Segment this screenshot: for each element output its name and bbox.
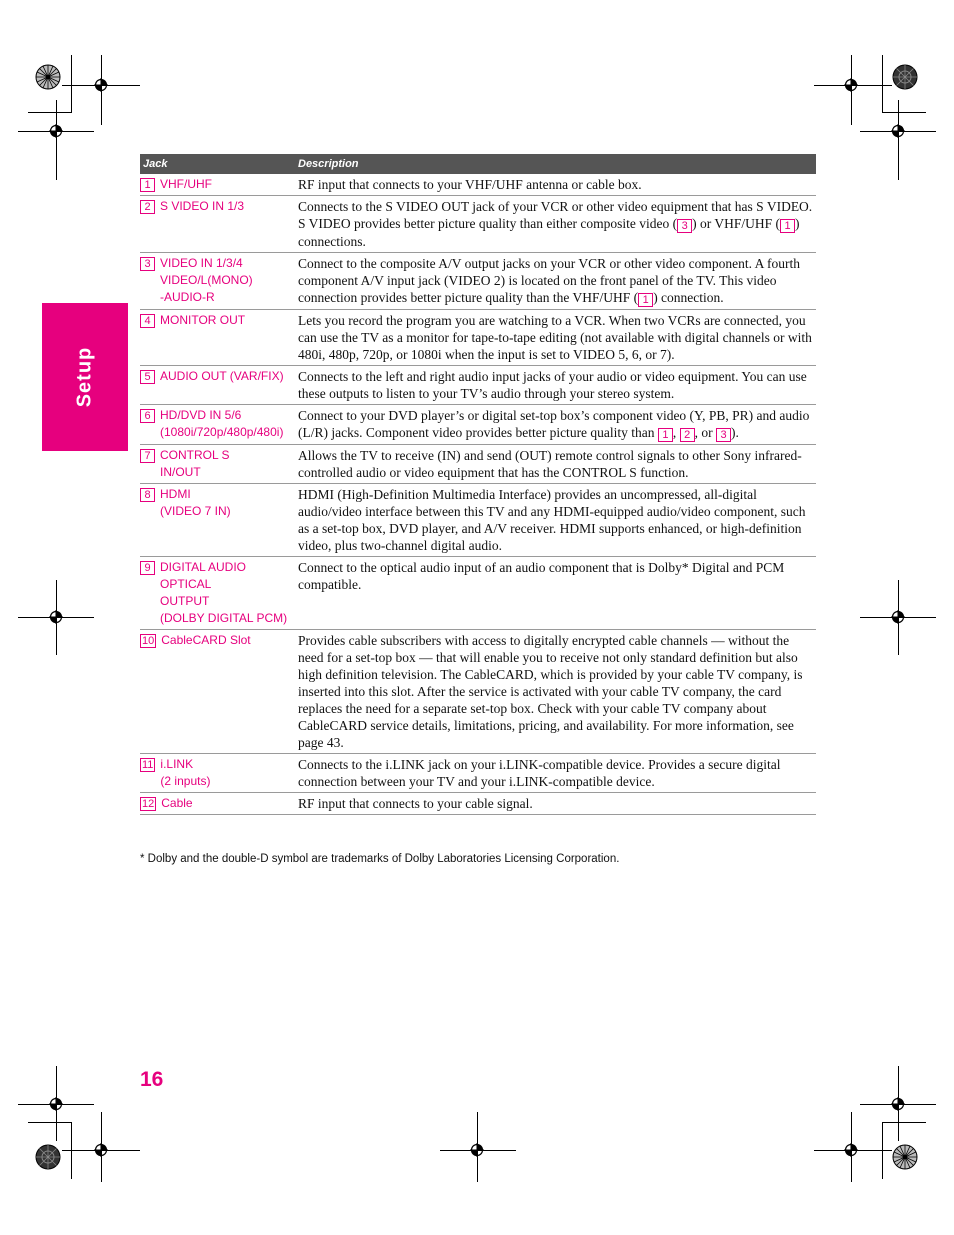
registration-crosshair-icon (891, 1097, 905, 1111)
description-text: ) connections. (298, 216, 800, 249)
color-rosette-icon (892, 64, 918, 90)
jack-cell (140, 407, 298, 442)
jack-cell (140, 176, 298, 193)
color-rosette-icon (35, 1144, 61, 1170)
description-cell (298, 447, 816, 481)
registration-crosshair-icon (94, 1143, 108, 1157)
description-cell (298, 756, 816, 790)
jack-name: CableCARD Slot (161, 633, 251, 647)
table-row (140, 310, 816, 366)
jack-cell (140, 368, 298, 402)
description-text: Connect to the composite A/V output jacks on your VCR or other video component. A fourth component A/V input jack (VIDEO 2) is located on the front panel of the TV. This video connection provides better picture quality than the VHF/UHF ( (298, 256, 800, 305)
jack-number-badge: 3 (140, 257, 155, 271)
jack-reference-badge: 3 (677, 219, 692, 233)
table-header (140, 154, 816, 174)
jack-name: AUDIO OUT (VAR/FIX) (160, 369, 284, 383)
jack-number-badge: 10 (142, 635, 155, 647)
jack-reference-badge: 1 (780, 219, 795, 233)
jack-description-table (140, 154, 816, 815)
section-tab-label: Setup (73, 346, 96, 408)
description-cell (298, 486, 816, 554)
registration-crosshair-icon (844, 78, 858, 92)
table-row (140, 557, 816, 630)
jack-cell (140, 756, 298, 790)
jack-cell (140, 198, 298, 250)
description-text: RF input that connects to your VHF/UHF antenna or cable box. (298, 177, 642, 192)
jack-cell (140, 486, 298, 554)
jack-cell (140, 632, 298, 751)
jack-name: HDMI (VIDEO 7 IN) (160, 487, 231, 518)
description-text: Connects to the S VIDEO OUT jack of your VCR or other video equipment that has S VIDEO. S VIDEO provides better picture quality than either composite video ( (298, 199, 813, 231)
jack-name: VHF/UHF (160, 177, 212, 191)
table-row (140, 253, 816, 310)
color-rosette-icon (35, 64, 61, 90)
table-row (140, 405, 816, 445)
description-text: ). (731, 425, 739, 440)
jack-number-badge: 7 (140, 449, 155, 463)
description-cell (298, 198, 816, 250)
jack-name: S VIDEO IN 1/3 (160, 199, 245, 213)
jack-cell (140, 447, 298, 481)
jack-reference-badge: 1 (638, 293, 653, 307)
jack-number-badge: 5 (140, 370, 155, 384)
description-text: Provides cable subscribers with access to digitally encrypted cable channels — without the need for a set-top box — that will enable you to receive not only standard definition but also high definition television. The CableCARD, which is provided by your cable TV company, is inserted into this slot. After the service is activated with your cable TV company, the card replaces the need for a separate set-top box. Check with your cable TV company about CableCARD service details, limitations, pricing, and availability. For more information, see page 43. (298, 633, 803, 750)
registration-crosshair-icon (49, 1097, 63, 1111)
description-text: ) connection. (653, 290, 724, 305)
description-text: Connects to the left and right audio input jacks of your audio or video equipment. You can use these outputs to listen to your TV’s audio through your stereo system. (298, 369, 807, 401)
description-text: HDMI (High-Definition Multimedia Interface) provides an uncompressed, all-digital audio/video interface between this TV and any HDMI-equipped audio/video component, such as a set-top box, DVD player, and A/V receiver. HDMI supports enhanced, or high-definition video, plus two-channel digital audio. (298, 487, 806, 553)
table-row (140, 793, 816, 815)
description-text: ) or VHF/UHF ( (692, 216, 781, 231)
jack-name: MONITOR OUT (160, 313, 246, 327)
description-cell (298, 559, 816, 627)
description-text: Connect to your DVD player’s or digital set-top box’s component video (Y, PB, PR) and audio (L/R) jacks. Component video provides better picture quality than (298, 408, 810, 440)
table-row (140, 174, 816, 196)
description-text: , or (694, 425, 717, 440)
section-side-tab (42, 303, 128, 451)
footnote: * Dolby and the double-D symbol are trademarks of Dolby Laboratories Licensing Corporation. (140, 853, 620, 865)
table-row (140, 630, 816, 754)
description-text: RF input that connects to your cable signal. (298, 796, 533, 811)
registration-crosshair-icon (844, 1143, 858, 1157)
jack-cell (140, 255, 298, 307)
description-text: Connect to the optical audio input of an audio component that is Dolby* Digital and PCM compatible. (298, 560, 785, 592)
registration-crosshair-icon (470, 1143, 484, 1157)
table-row (140, 445, 816, 484)
column-header-jack: Jack (143, 158, 168, 170)
description-cell (298, 312, 816, 363)
jack-number-badge: 1 (140, 178, 155, 192)
jack-number-badge: 2 (140, 200, 155, 214)
jack-name: HD/DVD IN 5/6 (1080i/720p/480p/480i) (160, 408, 284, 439)
description-cell (298, 795, 816, 812)
jack-cell (140, 795, 298, 812)
description-text: Allows the TV to receive (IN) and send (OUT) remote control signals to other Sony infrared-controlled audio or video equipment that has the CONTROL S function. (298, 448, 802, 480)
jack-number-badge: 12 (142, 798, 155, 810)
table-row (140, 484, 816, 557)
table-body (140, 174, 816, 815)
jack-number-badge: 11 (142, 759, 154, 771)
description-cell (298, 407, 816, 442)
jack-reference-badge: 1 (658, 428, 673, 442)
jack-cell (140, 559, 298, 627)
description-text: Lets you record the program you are watching to a VCR. When two VCRs are connected, you can use the TV as a monitor for tape-to-tape editing (not available with digital channels or with 480i, 480p, 720p, or 1080i when the input is set to VIDEO 5, 6, or 7). (298, 313, 812, 362)
description-cell (298, 368, 816, 402)
table-row (140, 366, 816, 405)
color-rosette-icon (892, 1144, 918, 1170)
jack-reference-badge: 2 (680, 428, 695, 442)
jack-name: DIGITAL AUDIO OPTICAL OUTPUT (DOLBY DIGITAL PCM) (160, 560, 288, 625)
jack-cell (140, 312, 298, 363)
table-row (140, 754, 816, 793)
table-row (140, 196, 816, 253)
jack-name: i.LINK (2 inputs) (160, 757, 211, 788)
description-cell (298, 632, 816, 751)
column-header-description: Description (298, 158, 359, 170)
registration-crosshair-icon (49, 124, 63, 138)
jack-number-badge: 9 (140, 561, 155, 575)
jack-reference-badge: 3 (716, 428, 731, 442)
description-cell (298, 255, 816, 307)
jack-number-badge: 6 (140, 409, 155, 423)
description-text: Connects to the i.LINK jack on your i.LINK-compatible device. Provides a secure digital connection between your TV and your i.LINK-compatible device. (298, 757, 781, 789)
registration-crosshair-icon (891, 610, 905, 624)
jack-name: VIDEO IN 1/3/4 VIDEO/L(MONO) -AUDIO-R (160, 256, 253, 304)
registration-crosshair-icon (49, 610, 63, 624)
description-cell (298, 176, 816, 193)
jack-name: CONTROL S IN/OUT (160, 448, 230, 479)
description-text: , (672, 425, 680, 440)
jack-number-badge: 4 (140, 314, 155, 328)
jack-number-badge: 8 (140, 488, 155, 502)
page-number: 16 (140, 1068, 164, 1091)
registration-crosshair-icon (891, 124, 905, 138)
jack-name: Cable (161, 796, 193, 810)
registration-crosshair-icon (94, 78, 108, 92)
